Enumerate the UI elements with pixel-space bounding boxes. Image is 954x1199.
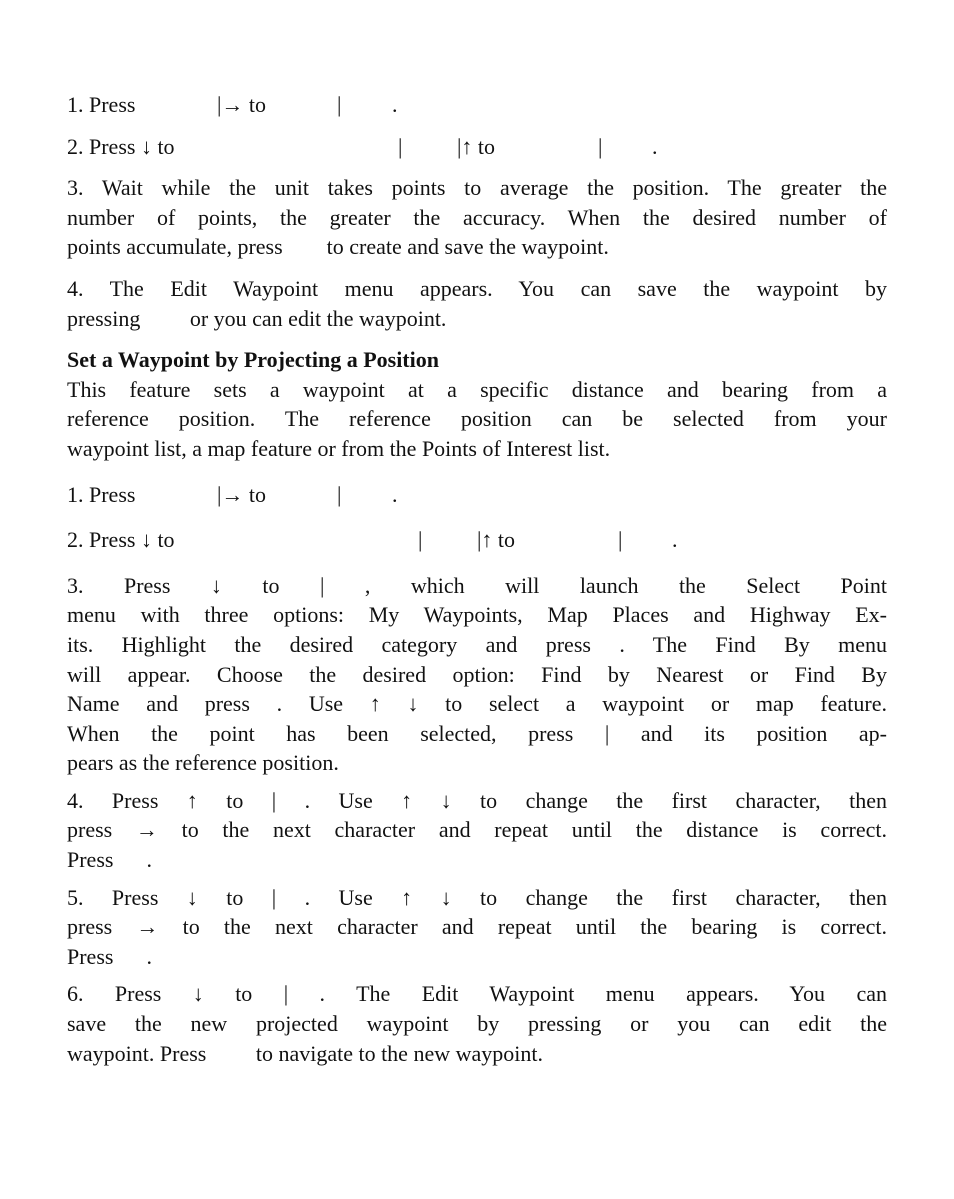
step-a2-period: . xyxy=(652,133,658,159)
step-b3-line-3: its. Highlight the desired category and press . The Find By menu xyxy=(67,631,887,657)
step-a4-line-1: 4. The Edit Waypoint menu appears. You can save the waypoint by xyxy=(67,275,887,301)
intro-line-3: waypoint list, a map feature or from the Points of Interest list. xyxy=(67,435,611,461)
step-b3-line-1: 3. Press ↓ to | , which will launch the Select Point xyxy=(67,572,887,598)
step-a2 xyxy=(67,132,887,162)
step-b4-line-2: press → to the next character and repeat until the distance is correct. xyxy=(67,817,887,843)
step-a1-separator: | xyxy=(337,92,342,117)
step-a1-arrow-text: |→ to xyxy=(217,92,267,117)
step-a2-up-text: |↑ to xyxy=(457,133,496,159)
step-a1-period: . xyxy=(392,92,398,117)
step-b4-line-3: Press . xyxy=(67,847,152,873)
step-b2-separator: | xyxy=(418,527,423,553)
step-a4-line-2: pressing or you can edit the waypoint. xyxy=(67,305,447,331)
step-a2-text: 2. Press ↓ to xyxy=(67,133,175,159)
step-b1-text: 1. Press xyxy=(67,481,136,507)
step-a3-line-3: points accumulate, press to create and save the waypoint. xyxy=(67,234,609,260)
step-b2 xyxy=(67,525,887,555)
step-a2-separator-2: | xyxy=(598,133,603,159)
manual-page xyxy=(67,90,887,1080)
step-b3-line-6: When the point has been selected, press | and its position ap- xyxy=(67,720,887,746)
intro-line-1: This feature sets a waypoint at a specific distance and bearing from a xyxy=(67,376,887,402)
step-b6-line-3: waypoint. Press to navigate to the new waypoint. xyxy=(67,1040,543,1066)
step-a1-text: 1. Press xyxy=(67,92,136,117)
step-a4 xyxy=(67,274,887,333)
step-b6 xyxy=(67,979,887,1068)
step-b2-up-text: |↑ to xyxy=(477,527,516,553)
step-a2-separator: | xyxy=(398,133,403,159)
step-a3 xyxy=(67,173,887,262)
step-b6-line-2: save the new projected waypoint by pressing or you can edit the xyxy=(67,1011,887,1037)
step-b5 xyxy=(67,883,887,972)
step-b1 xyxy=(67,480,887,510)
step-b6-line-1: 6. Press ↓ to | . The Edit Waypoint menu appears. You can xyxy=(67,981,887,1007)
step-b4 xyxy=(67,786,887,875)
step-b5-line-2: press → to the next character and repeat until the bearing is correct. xyxy=(67,914,887,940)
section-heading: Set a Waypoint by Projecting a Position xyxy=(67,347,439,373)
step-b2-separator-2: | xyxy=(618,527,623,553)
intro-paragraph xyxy=(67,375,887,464)
step-b3-line-2: menu with three options: My Waypoints, Map Places and Highway Ex- xyxy=(67,602,887,628)
step-b4-line-1: 4. Press ↑ to | . Use ↑ ↓ to change the first character, then xyxy=(67,787,887,813)
step-b5-line-3: Press . xyxy=(67,943,152,969)
step-b1-period: . xyxy=(392,481,398,507)
step-b3-line-5: Name and press . Use ↑ ↓ to select a waypoint or map feature. xyxy=(67,691,887,717)
step-b3-line-4: will appear. Choose the desired option: Find by Nearest or Find By xyxy=(67,661,887,687)
step-b1-arrow-text: |→ to xyxy=(217,481,267,507)
step-a3-line-1: 3. Wait while the unit takes points to average the position. The greater the xyxy=(67,175,887,201)
step-a3-line-2: number of points, the greater the accuracy. When the desired number of xyxy=(67,204,887,230)
intro-line-2: reference position. The reference position can be selected from your xyxy=(67,406,887,432)
step-b2-text: 2. Press ↓ to xyxy=(67,527,175,553)
step-b2-period: . xyxy=(672,527,678,553)
step-b3-line-7: pears as the reference position. xyxy=(67,750,339,776)
step-b5-line-1: 5. Press ↓ to | . Use ↑ ↓ to change the first character, then xyxy=(67,884,887,910)
step-b1-separator: | xyxy=(337,481,342,507)
step-b3 xyxy=(67,571,887,778)
step-a1 xyxy=(67,90,887,120)
